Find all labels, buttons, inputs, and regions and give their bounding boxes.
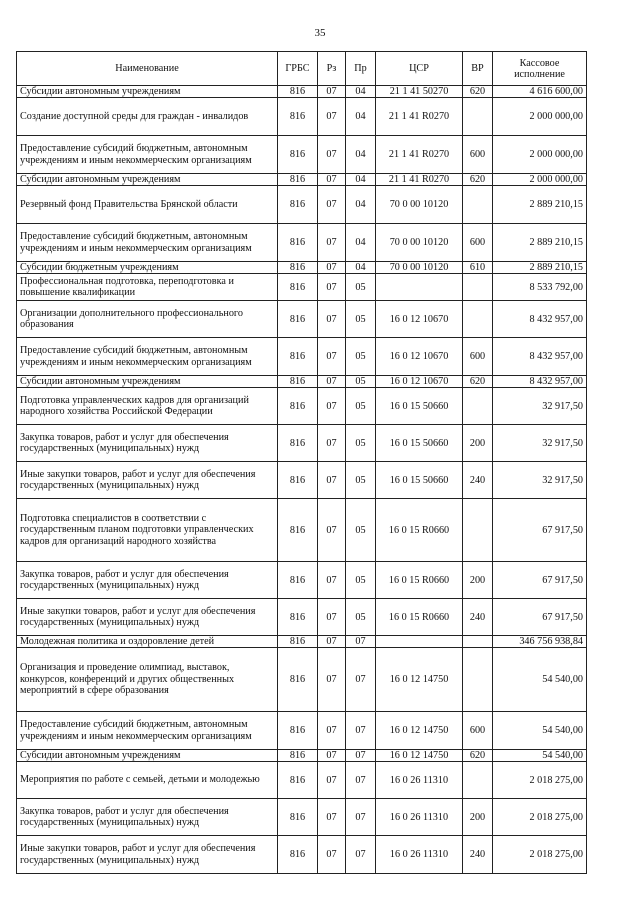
cell-grbs: 816	[278, 425, 318, 462]
cell-pr: 04	[346, 262, 376, 274]
cell-name: Иные закупки товаров, работ и услуг для обеспечения государственных (муниципальных) нужд	[17, 599, 278, 636]
table-row	[17, 750, 587, 762]
cell-csr: 16 0 12 14750	[376, 648, 463, 712]
cell-rz: 07	[318, 86, 346, 98]
cell-pr: 05	[346, 599, 376, 636]
table-row	[17, 499, 587, 562]
cell-name: Организация и проведение олимпиад, выставок, конкурсов, конференций и других общественных мероприятий в сфере образования	[17, 648, 278, 712]
cell-rz: 07	[318, 636, 346, 648]
cell-rz: 07	[318, 762, 346, 799]
table-row	[17, 301, 587, 338]
cell-grbs: 816	[278, 636, 318, 648]
cell-rz: 07	[318, 599, 346, 636]
cell-pr: 04	[346, 174, 376, 186]
cell-pr: 07	[346, 648, 376, 712]
cell-csr: 16 0 12 10670	[376, 338, 463, 376]
cell-vr: 240	[463, 836, 493, 874]
cell-sum: 8 533 792,00	[493, 274, 587, 301]
cell-sum: 2 889 210,15	[493, 186, 587, 224]
cell-vr	[463, 98, 493, 136]
cell-grbs: 816	[278, 712, 318, 750]
cell-name: Предоставление субсидий бюджетным, автономным учреждениям и иным некоммерческим организациям	[17, 224, 278, 262]
cell-vr	[463, 636, 493, 648]
cell-name: Субсидии автономным учреждениям	[17, 86, 278, 98]
cell-vr: 600	[463, 136, 493, 174]
header-sum: Кассовое исполнение	[493, 52, 587, 86]
cell-vr: 240	[463, 599, 493, 636]
cell-vr	[463, 301, 493, 338]
cell-csr: 16 0 12 10670	[376, 301, 463, 338]
cell-csr	[376, 274, 463, 301]
cell-grbs: 816	[278, 562, 318, 599]
cell-name: Иные закупки товаров, работ и услуг для обеспечения государственных (муниципальных) нужд	[17, 836, 278, 874]
cell-pr: 05	[346, 274, 376, 301]
cell-sum: 2 018 275,00	[493, 762, 587, 799]
cell-rz: 07	[318, 712, 346, 750]
cell-name: Предоставление субсидий бюджетным, автономным учреждениям и иным некоммерческим организациям	[17, 136, 278, 174]
header-csr: ЦСР	[376, 52, 463, 86]
cell-sum: 2 018 275,00	[493, 836, 587, 874]
cell-rz: 07	[318, 274, 346, 301]
cell-csr: 21 1 41 50270	[376, 86, 463, 98]
cell-pr: 05	[346, 562, 376, 599]
table-row	[17, 799, 587, 836]
cell-rz: 07	[318, 186, 346, 224]
cell-vr	[463, 274, 493, 301]
cell-sum: 67 917,50	[493, 562, 587, 599]
table-row	[17, 636, 587, 648]
cell-vr: 240	[463, 462, 493, 499]
table-row	[17, 712, 587, 750]
page-number: 35	[314, 27, 326, 39]
cell-rz: 07	[318, 338, 346, 376]
cell-rz: 07	[318, 224, 346, 262]
cell-grbs: 816	[278, 648, 318, 712]
cell-csr: 16 0 15 R0660	[376, 499, 463, 562]
cell-grbs: 816	[278, 274, 318, 301]
cell-sum: 2 000 000,00	[493, 174, 587, 186]
cell-sum: 2 889 210,15	[493, 262, 587, 274]
table-header-row	[17, 52, 587, 86]
cell-sum: 67 917,50	[493, 499, 587, 562]
table-row	[17, 762, 587, 799]
cell-rz: 07	[318, 301, 346, 338]
cell-rz: 07	[318, 499, 346, 562]
cell-rz: 07	[318, 376, 346, 388]
cell-grbs: 816	[278, 462, 318, 499]
cell-name: Предоставление субсидий бюджетным, автономным учреждениям и иным некоммерческим организациям	[17, 712, 278, 750]
cell-vr: 200	[463, 425, 493, 462]
cell-pr: 07	[346, 750, 376, 762]
cell-csr: 16 0 15 50660	[376, 462, 463, 499]
cell-vr	[463, 186, 493, 224]
table-row	[17, 836, 587, 874]
table-row	[17, 599, 587, 636]
cell-name: Предоставление субсидий бюджетным, автономным учреждениям и иным некоммерческим организациям	[17, 338, 278, 376]
header-rz: Рз	[318, 52, 346, 86]
cell-sum: 54 540,00	[493, 648, 587, 712]
cell-sum: 54 540,00	[493, 750, 587, 762]
cell-sum: 4 616 600,00	[493, 86, 587, 98]
cell-csr: 16 0 26 11310	[376, 799, 463, 836]
cell-pr: 07	[346, 799, 376, 836]
cell-sum: 2 018 275,00	[493, 799, 587, 836]
cell-sum: 2 000 000,00	[493, 98, 587, 136]
table-row	[17, 262, 587, 274]
cell-pr: 04	[346, 136, 376, 174]
cell-rz: 07	[318, 799, 346, 836]
cell-csr: 21 1 41 R0270	[376, 98, 463, 136]
cell-csr: 16 0 12 14750	[376, 712, 463, 750]
cell-csr: 70 0 00 10120	[376, 186, 463, 224]
cell-sum: 8 432 957,00	[493, 376, 587, 388]
header-grbs: ГРБС	[278, 52, 318, 86]
cell-rz: 07	[318, 174, 346, 186]
cell-pr: 05	[346, 425, 376, 462]
cell-csr: 16 0 15 50660	[376, 425, 463, 462]
cell-pr: 05	[346, 338, 376, 376]
cell-grbs: 816	[278, 86, 318, 98]
cell-pr: 05	[346, 301, 376, 338]
cell-sum: 2 889 210,15	[493, 224, 587, 262]
cell-grbs: 816	[278, 186, 318, 224]
cell-csr: 21 1 41 R0270	[376, 174, 463, 186]
cell-vr	[463, 388, 493, 425]
cell-name: Резервный фонд Правительства Брянской области	[17, 186, 278, 224]
table-row	[17, 136, 587, 174]
cell-vr: 620	[463, 174, 493, 186]
table-row	[17, 562, 587, 599]
cell-rz: 07	[318, 750, 346, 762]
cell-grbs: 816	[278, 338, 318, 376]
table-row	[17, 425, 587, 462]
header-name: Наименование	[17, 52, 278, 86]
table-row	[17, 224, 587, 262]
cell-rz: 07	[318, 836, 346, 874]
cell-name: Создание доступной среды для граждан - инвалидов	[17, 98, 278, 136]
cell-grbs: 816	[278, 376, 318, 388]
cell-vr	[463, 648, 493, 712]
table-row	[17, 376, 587, 388]
cell-vr	[463, 499, 493, 562]
cell-name: Мероприятия по работе с семьей, детьми и молодежью	[17, 762, 278, 799]
cell-pr: 04	[346, 224, 376, 262]
cell-sum: 8 432 957,00	[493, 301, 587, 338]
table-row	[17, 648, 587, 712]
budget-execution-table	[16, 51, 587, 874]
cell-rz: 07	[318, 462, 346, 499]
cell-grbs: 816	[278, 750, 318, 762]
cell-vr: 610	[463, 262, 493, 274]
cell-pr: 04	[346, 86, 376, 98]
cell-sum: 54 540,00	[493, 712, 587, 750]
cell-sum: 32 917,50	[493, 388, 587, 425]
cell-pr: 04	[346, 98, 376, 136]
cell-name: Подготовка специалистов в соответствии с государственным планом подготовки управленческих кадров для организаций народного хозяйства	[17, 499, 278, 562]
cell-grbs: 816	[278, 98, 318, 136]
cell-grbs: 816	[278, 599, 318, 636]
cell-name: Закупка товаров, работ и услуг для обеспечения государственных (муниципальных) нужд	[17, 425, 278, 462]
table-row	[17, 274, 587, 301]
cell-rz: 07	[318, 562, 346, 599]
cell-csr: 70 0 00 10120	[376, 224, 463, 262]
cell-name: Закупка товаров, работ и услуг для обеспечения государственных (муниципальных) нужд	[17, 799, 278, 836]
cell-grbs: 816	[278, 262, 318, 274]
cell-grbs: 816	[278, 388, 318, 425]
cell-name: Профессиональная подготовка, переподготовка и повышение квалификации	[17, 274, 278, 301]
cell-csr: 21 1 41 R0270	[376, 136, 463, 174]
cell-pr: 07	[346, 712, 376, 750]
cell-sum: 2 000 000,00	[493, 136, 587, 174]
cell-sum: 32 917,50	[493, 462, 587, 499]
cell-name: Молодежная политика и оздоровление детей	[17, 636, 278, 648]
cell-vr: 600	[463, 224, 493, 262]
cell-pr: 05	[346, 388, 376, 425]
cell-name: Субсидии автономным учреждениям	[17, 376, 278, 388]
cell-vr: 600	[463, 338, 493, 376]
cell-grbs: 816	[278, 301, 318, 338]
cell-csr: 16 0 12 10670	[376, 376, 463, 388]
cell-pr: 07	[346, 762, 376, 799]
table-row	[17, 98, 587, 136]
cell-sum: 67 917,50	[493, 599, 587, 636]
cell-rz: 07	[318, 136, 346, 174]
table-row	[17, 174, 587, 186]
cell-csr: 16 0 15 R0660	[376, 562, 463, 599]
cell-grbs: 816	[278, 224, 318, 262]
cell-grbs: 816	[278, 836, 318, 874]
cell-name: Иные закупки товаров, работ и услуг для обеспечения государственных (муниципальных) нужд	[17, 462, 278, 499]
cell-grbs: 816	[278, 136, 318, 174]
cell-pr: 04	[346, 186, 376, 224]
cell-rz: 07	[318, 262, 346, 274]
cell-sum: 8 432 957,00	[493, 338, 587, 376]
table-body	[17, 86, 587, 874]
cell-name: Субсидии автономным учреждениям	[17, 174, 278, 186]
table-row	[17, 186, 587, 224]
cell-vr: 620	[463, 86, 493, 98]
table-row	[17, 86, 587, 98]
table-row	[17, 338, 587, 376]
cell-vr: 620	[463, 376, 493, 388]
cell-csr: 16 0 15 50660	[376, 388, 463, 425]
cell-rz: 07	[318, 388, 346, 425]
cell-vr: 600	[463, 712, 493, 750]
cell-pr: 05	[346, 462, 376, 499]
cell-pr: 05	[346, 499, 376, 562]
cell-name: Организации дополнительного профессионального образования	[17, 301, 278, 338]
cell-name: Субсидии автономным учреждениям	[17, 750, 278, 762]
cell-sum: 346 756 938,84	[493, 636, 587, 648]
cell-rz: 07	[318, 648, 346, 712]
cell-grbs: 816	[278, 799, 318, 836]
cell-rz: 07	[318, 425, 346, 462]
cell-name: Подготовка управленческих кадров для организаций народного хозяйства Российской Федерации	[17, 388, 278, 425]
header-pr: Пр	[346, 52, 376, 86]
cell-rz: 07	[318, 98, 346, 136]
cell-pr: 07	[346, 836, 376, 874]
cell-vr: 620	[463, 750, 493, 762]
cell-sum: 32 917,50	[493, 425, 587, 462]
cell-csr: 16 0 12 14750	[376, 750, 463, 762]
header-vr: ВР	[463, 52, 493, 86]
cell-csr: 16 0 15 R0660	[376, 599, 463, 636]
table-row	[17, 388, 587, 425]
cell-csr: 16 0 26 11310	[376, 762, 463, 799]
cell-vr	[463, 762, 493, 799]
cell-pr: 05	[346, 376, 376, 388]
cell-name: Субсидии бюджетным учреждениям	[17, 262, 278, 274]
cell-name: Закупка товаров, работ и услуг для обеспечения государственных (муниципальных) нужд	[17, 562, 278, 599]
cell-csr	[376, 636, 463, 648]
cell-csr: 70 0 00 10120	[376, 262, 463, 274]
cell-grbs: 816	[278, 762, 318, 799]
cell-vr: 200	[463, 562, 493, 599]
table-row	[17, 462, 587, 499]
cell-vr: 200	[463, 799, 493, 836]
cell-grbs: 816	[278, 499, 318, 562]
cell-csr: 16 0 26 11310	[376, 836, 463, 874]
cell-grbs: 816	[278, 174, 318, 186]
cell-pr: 07	[346, 636, 376, 648]
